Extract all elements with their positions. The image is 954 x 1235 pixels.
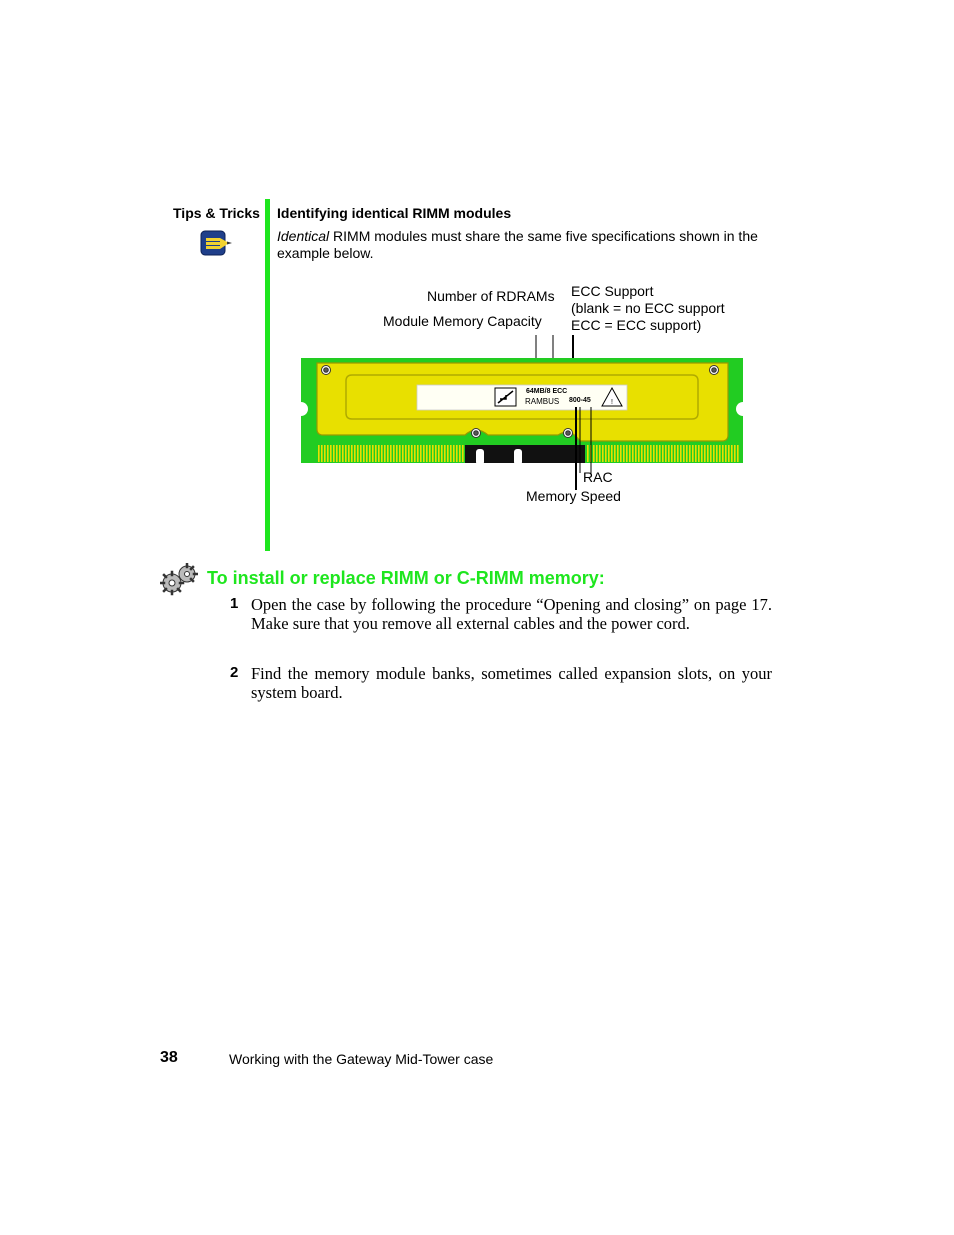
- contact-pin: [462, 445, 464, 462]
- contact-pin: [453, 445, 455, 462]
- contact-pin: [728, 445, 730, 462]
- step-1-text: Open the case by following the procedure “Opening and closing” on page 17. Make sure that you remove all external cables and the power cord.: [251, 595, 772, 633]
- contact-pin: [638, 445, 640, 462]
- pencil-note-icon: [200, 230, 234, 256]
- contact-pin: [608, 445, 610, 462]
- contact-pin: [411, 445, 413, 462]
- contact-pin: [674, 445, 676, 462]
- contact-pin: [659, 445, 661, 462]
- contact-pin: [426, 445, 428, 462]
- contact-pin: [725, 445, 727, 462]
- contact-pin: [420, 445, 422, 462]
- tip-body: [277, 228, 777, 262]
- contact-pin: [444, 445, 446, 462]
- contact-pin: [333, 445, 335, 462]
- contact-pin: [689, 445, 691, 462]
- tips-tricks-label: Tips & Tricks: [173, 205, 260, 221]
- label-rac: RAC: [583, 469, 613, 485]
- gears-icon: [160, 563, 198, 597]
- contact-pin: [635, 445, 637, 462]
- contact-pin: [381, 445, 383, 462]
- label-number-of-rdrams: Number of RDRAMs: [427, 288, 555, 304]
- contact-pin: [620, 445, 622, 462]
- contact-pin: [372, 445, 374, 462]
- contact-pin: [737, 445, 739, 462]
- contact-pin: [447, 445, 449, 462]
- contact-pin: [593, 445, 595, 462]
- contact-pin: [384, 445, 386, 462]
- contact-pin: [707, 445, 709, 462]
- contact-pin: [414, 445, 416, 462]
- contact-pin: [617, 445, 619, 462]
- tip-body-italic: Identical: [277, 228, 330, 244]
- contact-pin: [641, 445, 643, 462]
- contact-pin: [656, 445, 658, 462]
- contact-pin: [710, 445, 712, 462]
- contact-pin: [324, 445, 326, 462]
- contact-pin: [587, 445, 589, 462]
- contact-pin: [596, 445, 598, 462]
- contact-pin: [456, 445, 458, 462]
- contact-pin: [336, 445, 338, 462]
- contact-pin: [369, 445, 371, 462]
- contact-pin: [602, 445, 604, 462]
- contact-pin: [704, 445, 706, 462]
- contact-pin: [408, 445, 410, 462]
- footer-text: Working with the Gateway Mid-Tower case: [229, 1051, 494, 1067]
- contact-pin: [387, 445, 389, 462]
- page-number: 38: [160, 1049, 178, 1066]
- contact-pin: [680, 445, 682, 462]
- contact-pin: [435, 445, 437, 462]
- contact-pin: [644, 445, 646, 462]
- contact-pin: [677, 445, 679, 462]
- contact-pin: [719, 445, 721, 462]
- contact-pin: [417, 445, 419, 462]
- contact-pin: [599, 445, 601, 462]
- contact-pin: [665, 445, 667, 462]
- contact-pin: [423, 445, 425, 462]
- contact-pin: [399, 445, 401, 462]
- contact-pin: [671, 445, 673, 462]
- contact-pin: [354, 445, 356, 462]
- contact-pin: [360, 445, 362, 462]
- contact-pin: [402, 445, 404, 462]
- step-2-number: 2: [230, 664, 239, 681]
- contact-pin: [698, 445, 700, 462]
- contact-pin: [348, 445, 350, 462]
- contact-pin: [629, 445, 631, 462]
- contact-pin: [626, 445, 628, 462]
- label-ecc-support: ECC Support: [571, 283, 654, 299]
- contact-pin: [393, 445, 395, 462]
- tip-accent-bar: [265, 199, 270, 551]
- contact-pin: [653, 445, 655, 462]
- chip-label-rambus: RAMBUS: [525, 397, 560, 406]
- contact-pin: [713, 445, 715, 462]
- contact-pin: [318, 445, 320, 462]
- contact-pin: [327, 445, 329, 462]
- label-memory-speed: Memory Speed: [526, 488, 621, 504]
- contact-pin: [605, 445, 607, 462]
- contact-pin: [345, 445, 347, 462]
- contact-pin: [731, 445, 733, 462]
- contact-pin: [363, 445, 365, 462]
- contact-pin: [647, 445, 649, 462]
- contact-pin: [429, 445, 431, 462]
- step-2-text: Find the memory module banks, sometimes called expansion slots, on your system board.: [251, 664, 772, 702]
- tip-body-text: RIMM modules must share the same five specifications shown in the example below.: [277, 228, 758, 261]
- section-title: To install or replace RIMM or C-RIMM memory:: [207, 568, 605, 588]
- contact-pin: [366, 445, 368, 462]
- contact-pin: [611, 445, 613, 462]
- contact-pin: [695, 445, 697, 462]
- contact-pin: [459, 445, 461, 462]
- contact-pin: [450, 445, 452, 462]
- contact-pin: [632, 445, 634, 462]
- contact-pin: [623, 445, 625, 462]
- contact-pin: [683, 445, 685, 462]
- contact-pin: [432, 445, 434, 462]
- svg-text:!: !: [611, 399, 613, 406]
- label-module-capacity: Module Memory Capacity: [383, 313, 542, 329]
- contact-pin: [441, 445, 443, 462]
- contact-pin: [668, 445, 670, 462]
- tip-heading: Identifying identical RIMM modules: [277, 205, 512, 221]
- contact-pin: [686, 445, 688, 462]
- chip-label-speed: 800-45: [569, 397, 591, 404]
- contact-pin: [701, 445, 703, 462]
- contact-pin: [339, 445, 341, 462]
- contact-pin: [734, 445, 736, 462]
- label-ecc-ecc: ECC = ECC support): [571, 317, 702, 333]
- contact-pin: [375, 445, 377, 462]
- contact-pin: [692, 445, 694, 462]
- contact-pin: [390, 445, 392, 462]
- rimm-module-illustration: [300, 335, 750, 500]
- contact-pin: [330, 445, 332, 462]
- contact-pin: [662, 445, 664, 462]
- contact-pin: [357, 445, 359, 462]
- contact-pin: [405, 445, 407, 462]
- contact-pin: [614, 445, 616, 462]
- contact-pin: [716, 445, 718, 462]
- contact-pin: [351, 445, 353, 462]
- contact-pin: [378, 445, 380, 462]
- contact-pin: [722, 445, 724, 462]
- contact-pin: [396, 445, 398, 462]
- contact-pin: [321, 445, 323, 462]
- chip-label-capacity-ecc: 64MB/8 ECC: [526, 388, 568, 395]
- contact-pin: [650, 445, 652, 462]
- contact-pin: [342, 445, 344, 462]
- label-ecc-blank: (blank = no ECC support: [571, 300, 725, 316]
- contact-pin: [438, 445, 440, 462]
- step-1-number: 1: [230, 595, 239, 612]
